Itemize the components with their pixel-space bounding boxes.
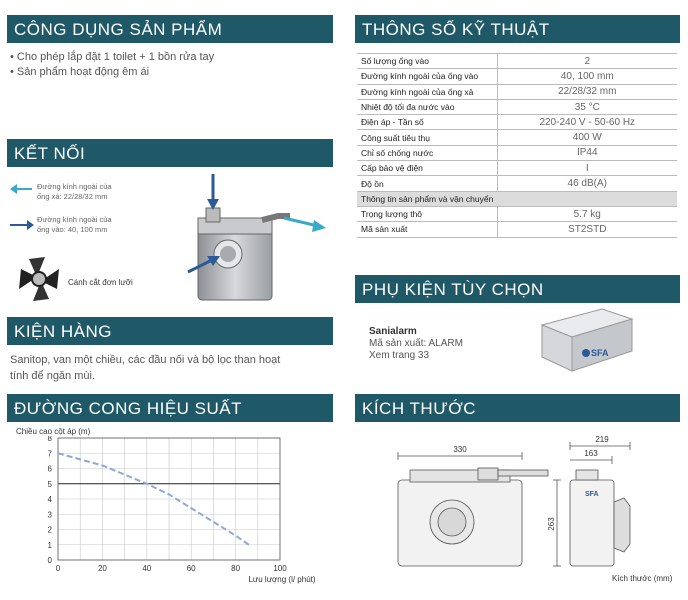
usage-header: CÔNG DỤNG SẢN PHẨM bbox=[7, 15, 333, 43]
y-tick-label: 8 bbox=[47, 436, 52, 443]
specs-row bbox=[357, 222, 677, 237]
accessories-header: PHỤ KIỆN TÙY CHỌN bbox=[355, 275, 680, 303]
dimensions-unit-label: Kích thước (mm) bbox=[612, 574, 673, 583]
spec-value: 220-240 V - 50-60 Hz bbox=[497, 115, 677, 130]
specs-row bbox=[357, 84, 677, 99]
dimension-drawing bbox=[380, 432, 680, 582]
outlet-label: Đường kính ngoài của ống xả: 22/28/32 mm bbox=[37, 182, 112, 201]
spec-label: Đường kính ngoài của ống xả bbox=[357, 84, 497, 99]
specs-table bbox=[357, 53, 677, 238]
inlet-arrow-icon bbox=[10, 219, 34, 231]
specs-header: THÔNG SỐ KỸ THUẬT bbox=[355, 15, 680, 43]
spec-label: Trọng lượng thô bbox=[357, 206, 497, 221]
specs-row bbox=[357, 54, 677, 69]
spec-label: Nhiệt độ tối đa nước vào bbox=[357, 99, 497, 114]
y-tick-label: 2 bbox=[47, 525, 52, 535]
usage-item: • Cho phép lắp đặt 1 toilet + 1 bồn rửa tay bbox=[10, 51, 215, 63]
dim-height: 263 bbox=[547, 517, 556, 531]
package-text: Sanitop, van một chiều, các đầu nối và bộ lọc than hoạt tính để ngăn mùi. bbox=[10, 354, 281, 382]
usage-list bbox=[10, 50, 214, 80]
y-tick-label: 0 bbox=[47, 556, 52, 565]
blade-label: Cánh cắt đơn lưỡi bbox=[68, 278, 133, 287]
dim-logo: SFA bbox=[585, 491, 599, 498]
chart-ylabel: Chiều cao cột áp (m) bbox=[16, 427, 91, 436]
dim-width: 330 bbox=[453, 445, 467, 454]
x-tick-label: 100 bbox=[273, 564, 287, 573]
curve-header: ĐƯỜNG CONG HIỆU SUẤT bbox=[7, 394, 333, 422]
spec-value: 46 dB(A) bbox=[497, 176, 677, 191]
usage-item: • Sản phẩm hoạt động êm ái bbox=[10, 66, 150, 78]
specs-row bbox=[357, 161, 677, 176]
specs-row bbox=[357, 69, 677, 84]
x-tick-label: 40 bbox=[142, 564, 152, 573]
specs-row bbox=[357, 130, 677, 145]
y-tick-label: 3 bbox=[47, 510, 52, 520]
y-tick-label: 4 bbox=[47, 495, 52, 504]
spec-label: Cấp bảo vệ điện bbox=[357, 161, 497, 176]
spec-value: 400 W bbox=[497, 130, 677, 145]
spec-label: Số lượng ống vào bbox=[357, 54, 497, 69]
accessory-info bbox=[369, 326, 463, 362]
y-tick-label: 1 bbox=[47, 540, 52, 550]
spec-label: Độ ồn bbox=[357, 176, 497, 191]
spec-value: IP44 bbox=[497, 145, 677, 160]
specs-group-label: Thông tin sản phẩm và vận chuyển bbox=[357, 191, 677, 206]
spec-label: Điện áp - Tần số bbox=[357, 115, 497, 130]
spec-label: Mã sản xuất bbox=[357, 222, 497, 237]
performance-chart bbox=[40, 436, 340, 588]
spec-label: Chỉ số chống nước bbox=[357, 145, 497, 160]
dimensions-header: KÍCH THƯỚC bbox=[355, 394, 680, 422]
connection-header: KẾT NỐI bbox=[7, 139, 333, 167]
spec-value: ST2STD bbox=[497, 222, 677, 237]
y-tick-label: 7 bbox=[47, 449, 52, 459]
chart-xlabel: Lưu lượng (l/ phút) bbox=[248, 575, 316, 584]
specs-row bbox=[357, 115, 677, 130]
accessory-see: Xem trang 33 bbox=[369, 350, 430, 361]
accessory-name: Sanialarm bbox=[369, 326, 417, 337]
spec-label: Công suất tiêu thụ bbox=[357, 130, 497, 145]
spec-value: 40, 100 mm bbox=[497, 69, 677, 84]
spec-label: Đường kính ngoài của ống vào bbox=[357, 69, 497, 84]
specs-row bbox=[357, 99, 677, 114]
specs-row bbox=[357, 176, 677, 191]
dim-depth: 219 bbox=[595, 435, 609, 444]
sanialarm-image bbox=[532, 305, 638, 375]
spec-value: 35 °C bbox=[497, 99, 677, 114]
dim-inner-depth: 163 bbox=[584, 449, 598, 458]
specs-group-row bbox=[357, 191, 677, 206]
spec-value: 2 bbox=[497, 54, 677, 69]
package-header: KIỆN HÀNG bbox=[7, 317, 333, 345]
x-tick-label: 20 bbox=[97, 564, 107, 573]
accessory-logo: SFA bbox=[591, 348, 609, 358]
y-tick-label: 6 bbox=[47, 464, 52, 474]
specs-row bbox=[357, 145, 677, 160]
spec-value: I bbox=[497, 161, 677, 176]
accessory-code: Mã sản xuất: ALARM bbox=[369, 338, 463, 349]
product-image bbox=[178, 172, 330, 304]
blade-icon bbox=[15, 255, 63, 303]
y-tick-label: 5 bbox=[47, 479, 52, 489]
outlet-arrow-icon bbox=[10, 183, 34, 195]
x-tick-label: 60 bbox=[186, 564, 196, 573]
x-tick-label: 80 bbox=[231, 564, 241, 573]
spec-value: 22/28/32 mm bbox=[497, 84, 677, 99]
x-tick-label: 0 bbox=[55, 564, 61, 573]
specs-row bbox=[357, 206, 677, 221]
spec-value: 5.7 kg bbox=[497, 206, 677, 221]
inlet-label: Đường kính ngoài của ống vào: 40, 100 mm bbox=[37, 215, 112, 234]
